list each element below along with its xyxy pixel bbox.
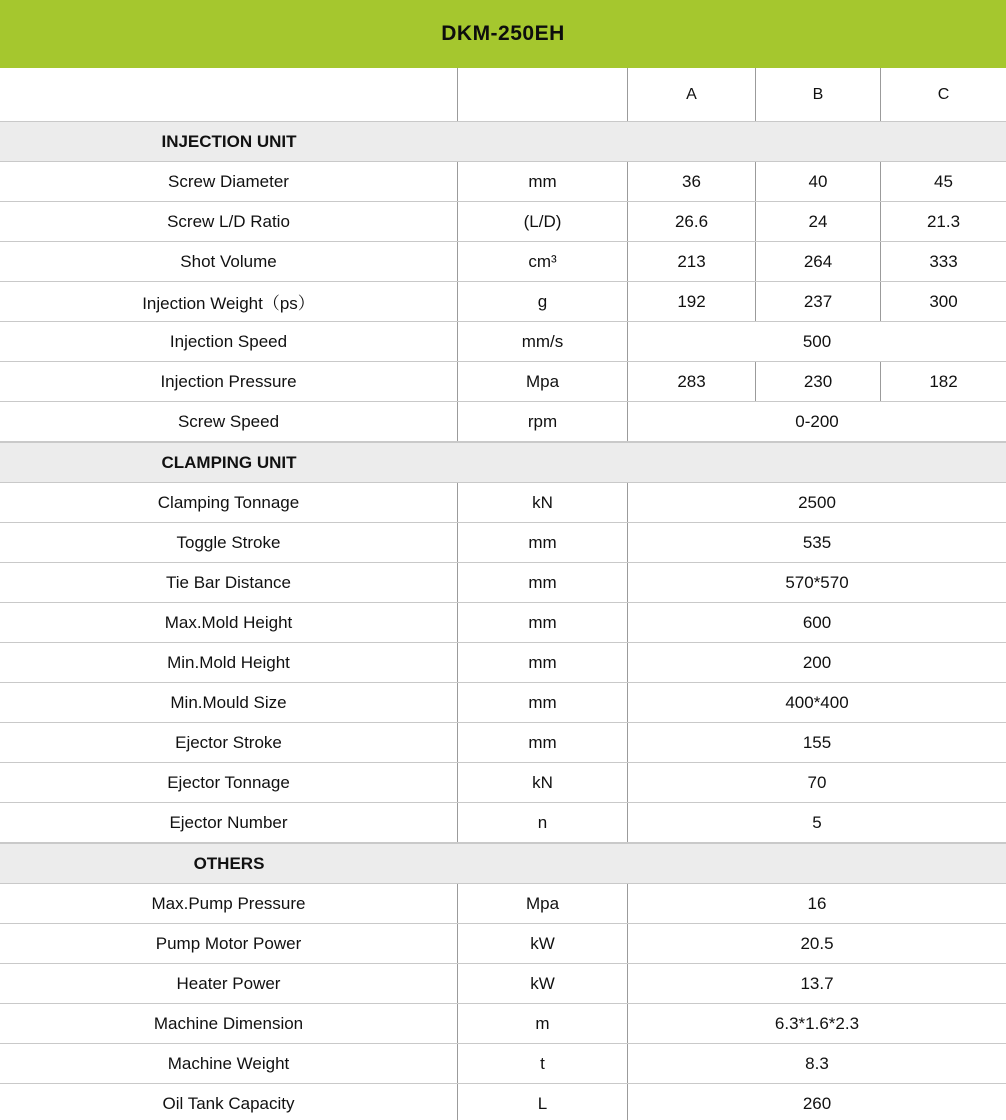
row-value-span: 200 xyxy=(802,652,832,672)
spec-row xyxy=(0,1044,1006,1084)
spec-row xyxy=(0,803,1006,843)
row-unit: mm xyxy=(458,523,628,562)
spec-table xyxy=(0,68,1006,1120)
section-header-title: INJECTION UNIT xyxy=(161,131,297,151)
row-label: Clamping Tonnage xyxy=(0,483,458,522)
row-label: Min.Mould Size xyxy=(0,683,458,722)
row-unit: mm/s xyxy=(458,322,628,361)
row-value-c: 333 xyxy=(880,242,1006,281)
row-value-span: 6.3*1.6*2.3 xyxy=(774,1013,860,1033)
spec-row xyxy=(0,1004,1006,1044)
row-value-span: 0-200 xyxy=(795,411,839,431)
row-value-c: 45 xyxy=(880,162,1006,201)
row-label: Tie Bar Distance xyxy=(0,563,458,602)
row-value-b: 264 xyxy=(755,242,880,281)
row-value-span: 5 xyxy=(812,812,822,832)
column-header-row xyxy=(0,68,1006,121)
row-value-a: 192 xyxy=(677,291,706,311)
row-value-span: 535 xyxy=(802,532,832,552)
row-unit: kW xyxy=(458,924,628,963)
spec-row xyxy=(0,924,1006,964)
spec-row xyxy=(0,763,1006,803)
spec-row xyxy=(0,202,1006,242)
row-value-span: 2500 xyxy=(798,492,836,512)
row-value-span: 20.5 xyxy=(800,933,834,953)
row-value-span: 500 xyxy=(802,331,832,351)
row-unit: Mpa xyxy=(458,362,628,401)
spec-row xyxy=(0,242,1006,282)
row-unit: n xyxy=(458,803,628,842)
section-header-row xyxy=(0,843,1006,884)
row-value-span: 260 xyxy=(802,1093,832,1113)
spec-row xyxy=(0,643,1006,683)
row-unit: kN xyxy=(458,763,628,802)
row-value-b: 40 xyxy=(755,162,880,201)
spec-row xyxy=(0,282,1006,322)
row-label: Screw Diameter xyxy=(0,162,458,201)
column-header-unit xyxy=(458,68,628,121)
row-value-span: 8.3 xyxy=(805,1053,829,1073)
row-value-c: 300 xyxy=(880,282,1006,321)
section-header-title: CLAMPING UNIT xyxy=(161,452,297,472)
section-header-spacer xyxy=(458,122,1006,161)
row-value-a: 26.6 xyxy=(674,211,709,231)
spec-row xyxy=(0,603,1006,643)
title-bar xyxy=(0,0,1006,68)
spec-row xyxy=(0,884,1006,924)
machine-model-title: DKM-250EH xyxy=(441,22,565,45)
row-label: Machine Weight xyxy=(0,1044,458,1083)
spec-row xyxy=(0,362,1006,402)
row-value-a: 36 xyxy=(682,171,701,191)
section-header-title: OTHERS xyxy=(193,853,265,873)
spec-row xyxy=(0,402,1006,442)
row-label: Ejector Stroke xyxy=(0,723,458,762)
row-label: Machine Dimension xyxy=(0,1004,458,1043)
row-unit: mm xyxy=(458,162,628,201)
row-value-span: 16 xyxy=(807,893,827,913)
row-value-span: 600 xyxy=(802,612,832,632)
row-value-a: 213 xyxy=(677,251,706,271)
row-value-b: 24 xyxy=(755,202,880,241)
row-unit: kN xyxy=(458,483,628,522)
row-label: Screw Speed xyxy=(0,402,458,441)
section-header-spacer xyxy=(458,443,1006,482)
row-label: Shot Volume xyxy=(0,242,458,281)
row-label: Ejector Number xyxy=(0,803,458,842)
row-value-span: 70 xyxy=(807,772,827,792)
spec-row xyxy=(0,683,1006,723)
section-header-row xyxy=(0,121,1006,162)
table-body xyxy=(0,121,1006,1120)
row-label: Screw L/D Ratio xyxy=(0,202,458,241)
row-unit: g xyxy=(458,282,628,321)
row-unit: mm xyxy=(458,643,628,682)
row-unit: L xyxy=(458,1084,628,1120)
row-unit: mm xyxy=(458,723,628,762)
row-unit: t xyxy=(458,1044,628,1083)
row-value-c: 21.3 xyxy=(880,202,1006,241)
spec-row xyxy=(0,483,1006,523)
row-value-b: 230 xyxy=(755,362,880,401)
row-label: Injection Pressure xyxy=(0,362,458,401)
row-unit: rpm xyxy=(458,402,628,441)
section-header-spacer xyxy=(458,844,1006,883)
spec-row xyxy=(0,964,1006,1004)
row-value-b: 237 xyxy=(755,282,880,321)
row-label: Max.Mold Height xyxy=(0,603,458,642)
spec-row xyxy=(0,563,1006,603)
row-value-span: 13.7 xyxy=(800,973,834,993)
row-label: Max.Pump Pressure xyxy=(0,884,458,923)
row-unit: Mpa xyxy=(458,884,628,923)
row-unit: m xyxy=(458,1004,628,1043)
row-unit: (L/D) xyxy=(458,202,628,241)
row-label: Min.Mold Height xyxy=(0,643,458,682)
row-value-a: 283 xyxy=(677,371,706,391)
spec-row xyxy=(0,523,1006,563)
row-label: Injection Weight（ps） xyxy=(0,282,458,321)
row-label: Heater Power xyxy=(0,964,458,1003)
row-unit: kW xyxy=(458,964,628,1003)
row-unit: cm³ xyxy=(458,242,628,281)
row-value-span: 570*570 xyxy=(785,572,849,592)
row-unit: mm xyxy=(458,563,628,602)
row-label: Oil Tank Capacity xyxy=(0,1084,458,1120)
column-header-label xyxy=(0,68,458,121)
spec-row xyxy=(0,1084,1006,1120)
column-header-b: B xyxy=(755,68,880,121)
row-label: Toggle Stroke xyxy=(0,523,458,562)
row-label: Pump Motor Power xyxy=(0,924,458,963)
spec-row xyxy=(0,723,1006,763)
row-unit: mm xyxy=(458,683,628,722)
row-value-c: 182 xyxy=(880,362,1006,401)
spec-row xyxy=(0,162,1006,202)
row-value-span: 400*400 xyxy=(785,692,849,712)
row-unit: mm xyxy=(458,603,628,642)
column-header-c: C xyxy=(880,68,1006,121)
spec-row xyxy=(0,322,1006,362)
section-header-row xyxy=(0,442,1006,483)
row-value-span: 155 xyxy=(802,732,832,752)
row-label: Ejector Tonnage xyxy=(0,763,458,802)
row-label: Injection Speed xyxy=(0,322,458,361)
column-header-a: A xyxy=(686,85,697,103)
